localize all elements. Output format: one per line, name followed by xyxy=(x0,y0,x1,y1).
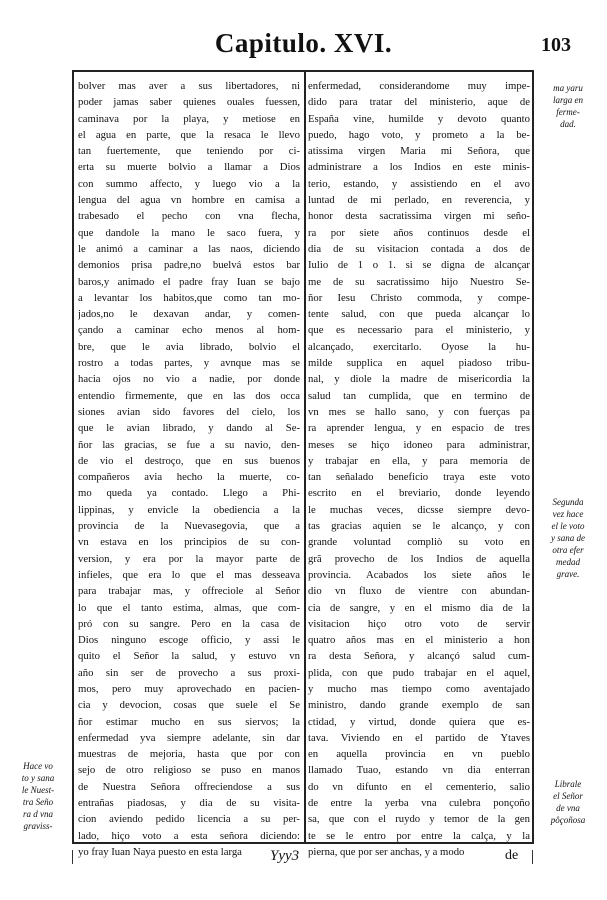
text-line: rostro a todas partes, y avnque mas se xyxy=(78,357,300,370)
margin-note-line: Hace vo xyxy=(23,761,53,771)
text-line: tan fuertemente, que teniendo por ci- xyxy=(78,145,300,158)
margin-note-line: ra d vna xyxy=(23,809,53,819)
text-line: le animó a caminar a las naos, diciendo xyxy=(78,242,300,255)
text-line: tas gracias aquien se le alcanço, y con xyxy=(308,520,530,533)
margin-note-line: le Nuest- xyxy=(21,785,55,795)
text-line: dido para tratar del ministerio, aque de xyxy=(308,96,530,109)
text-line: cia de sangre, y en el mismo dia de la xyxy=(308,601,530,614)
margin-note-line: ferme- xyxy=(556,107,580,117)
text-line: en aquella provincia en vn pueblo xyxy=(308,748,530,761)
text-line: ra aprender lengua, y en espacio de tres xyxy=(308,422,530,435)
text-line: luntad de mi perlado, en reverencia, y xyxy=(308,194,530,207)
margin-note-line: larga en xyxy=(553,95,583,105)
text-line: ñor Iesu Christo commoda, y compe- xyxy=(308,291,530,304)
page-number: 103 xyxy=(541,34,571,56)
column-divider xyxy=(304,72,306,842)
text-line: le muchas veces, dicsse siempre devo- xyxy=(308,503,530,516)
text-line: me de su sacratissimo hijo Nuestro Se- xyxy=(308,275,530,288)
text-line: meses se hiço idoneo para administrar, xyxy=(308,438,530,451)
footer-tick-right xyxy=(532,850,533,864)
margin-note-right-top xyxy=(536,82,600,130)
text-line: a levantar los habitos,que como tan mo- xyxy=(78,291,300,304)
text-line: puedo, hago voto, y prometo a la be- xyxy=(308,128,530,141)
text-line: cion aviendo pedido licencia a su per- xyxy=(78,813,300,826)
text-line: alcançado, exercitarlo. Oyose la hu- xyxy=(308,340,530,353)
text-line: el agua en parte, que la resaca le llevo xyxy=(78,128,300,141)
text-line: lo que el tanto estima, almas, que com- xyxy=(78,601,300,614)
left-text-column xyxy=(78,78,300,860)
text-line: enfermedad, considerandome muy impe- xyxy=(308,80,530,92)
text-line: provincia de la Nuevasegovia, que a xyxy=(78,520,300,533)
text-line: para trabajar mas, y offreciole al Señor xyxy=(78,585,300,598)
text-line: cia y devocion, cosas que suele el Se xyxy=(78,699,300,712)
chapter-title: Capitulo. XVI. xyxy=(214,28,393,58)
text-line: infieles, que era lo que el mas desseava xyxy=(78,568,300,581)
text-line: bolver mas aver a sus libertadores, ni xyxy=(78,80,300,92)
text-line: salud tan cumplida, que en termino de xyxy=(308,389,530,402)
text-line: enfermedad yva siempre adelante, sin dar xyxy=(78,731,300,744)
margin-note-line: medad xyxy=(556,557,580,567)
text-line: ñor estimar mucho en sus siervos; la xyxy=(78,715,300,728)
text-line: España vine, humilde y devoto quanto xyxy=(308,112,530,125)
margin-note-line: to y sana xyxy=(21,773,55,783)
text-line: sejo de otro religioso se puso en manos xyxy=(78,764,300,777)
text-line: y mucho mas tiempo como aventajado xyxy=(308,682,530,695)
text-line: jados,no le dexavan andar, y comen- xyxy=(78,308,300,321)
margin-note-line: Librale xyxy=(554,779,582,789)
catchword: de xyxy=(505,848,519,863)
margin-note-line: dad. xyxy=(560,119,576,129)
text-line: ñor las gracias, se fue a su navio, den- xyxy=(78,438,300,451)
text-line: version, y era por la mayor parte de xyxy=(78,552,300,565)
text-line: que le avian librado, y dando al Se- xyxy=(78,422,300,435)
text-line: entendio firmemente, que en las dos occa xyxy=(78,389,300,402)
text-line: poder jamas saber quienes ouales fuessen, xyxy=(78,96,300,109)
margin-note-right-bottom xyxy=(536,778,600,826)
text-line: yo fray Iuan Naya puesto en esta larga xyxy=(78,845,242,858)
margin-note-line: de vna xyxy=(556,803,580,813)
text-line: Dios ninguno escoge officio, y assi le xyxy=(78,634,300,647)
text-line: pierna, que por ser anchas, y a modo xyxy=(308,845,465,858)
text-line: muestras de mejoria, hasta que por con xyxy=(78,748,300,761)
text-line: quito el Señor la salud, y estuvo vn xyxy=(78,650,300,663)
footer-tick-left xyxy=(72,850,73,864)
signature-mark: Yyy3 xyxy=(270,848,300,864)
text-line: atissima virgen Maria mi Señora, que xyxy=(308,145,530,158)
margin-note-line: y sana de xyxy=(551,533,585,543)
margin-note-line: el Señor xyxy=(553,791,583,801)
text-line: bre, que le avia librado, bolvio el xyxy=(78,340,300,353)
text-line: tan señalado beneficio traya este voto xyxy=(308,471,530,484)
margin-note-line: grave. xyxy=(556,569,580,579)
text-line: ra por siete años continuos desde el xyxy=(308,226,530,239)
margin-note-line: ma yaru xyxy=(553,83,583,93)
text-line: ministro, dando grande exemplo de san xyxy=(308,699,530,712)
margin-note-line: el le voto xyxy=(551,521,585,531)
right-border xyxy=(532,72,534,842)
text-line: çando a caminar echo menos al hom- xyxy=(78,324,300,337)
text-line: demonios prisa padre,no buelvá estos bar xyxy=(78,259,300,272)
text-line: quatro años mas en el ministerio a hon xyxy=(308,634,530,647)
left-border xyxy=(72,72,74,842)
margin-note-line: tra Seño xyxy=(22,797,54,807)
text-line: nal, y diole la madre de misericordia la xyxy=(308,373,530,386)
text-line: do vn difunto en el cementerio, salio xyxy=(308,780,530,793)
text-line: de entre la yerba vna culebra ponçoño xyxy=(308,797,530,810)
text-line: administrare a los Indios en este minis- xyxy=(308,161,530,174)
text-line: dio vn fluxo de vientre con abundan- xyxy=(308,585,530,598)
text-line: tava. Viviendo en el partido de Ytaves xyxy=(308,731,530,744)
margin-note-left-bottom xyxy=(6,760,70,832)
text-line: dia de su visitacion contada a dos de xyxy=(308,242,530,255)
text-line: que es necessario para el ministerio, y xyxy=(308,324,530,337)
text-line: te se le entro por entre la calça, y la xyxy=(308,829,530,842)
text-line: escrito en el breviario, donde leyendo xyxy=(308,487,530,500)
margin-note-line: vez hace xyxy=(552,509,584,519)
text-line: siones avian sido favores del cielo, los xyxy=(78,405,300,418)
text-line: erta su muerte bolvio a llamar a Dios xyxy=(78,161,300,174)
text-line: de vio el destroço, que en sus buenos xyxy=(78,454,300,467)
margin-note-right-middle xyxy=(536,496,600,580)
right-text-column xyxy=(308,78,530,860)
text-line: caminava por la playa, y metiose en xyxy=(78,112,300,125)
text-line: sa, que con el ruydo y temor de la gen xyxy=(308,813,530,826)
text-line: grã provecho de los Indios de aquella xyxy=(308,552,530,565)
text-line: ra desta Señora, y alcançó salud cum- xyxy=(308,650,530,663)
text-line: trabesado el pecho con vna flecha, xyxy=(78,210,300,223)
margin-note-line: graviss- xyxy=(23,821,53,831)
text-line: año sin ser de provecho a sus proxi- xyxy=(78,666,300,679)
text-line: plida, con que pudo trabajar en el aquel, xyxy=(308,666,530,679)
text-line: vn estava en los principios de su con- xyxy=(78,536,300,549)
text-line: grande voluntad compliò su voto en xyxy=(308,536,530,549)
text-line: Iulio de 1 o 1. si se digna de alcançar xyxy=(308,259,530,272)
text-line: lado, hiço voto a esta señora diciendo: xyxy=(78,829,300,842)
text-line: tente salud, con que pueda alcançar lo xyxy=(308,308,530,321)
text-line: de Nuestra Señora offreciendose a sus xyxy=(78,780,300,793)
text-line: hacia ojos no vio a nadie, por donde xyxy=(78,373,300,386)
text-line: ctidad, y virtud, donde quiera que es- xyxy=(308,715,530,728)
text-line: lengua del agua vn hombre en camisa a xyxy=(78,194,300,207)
text-line: milde supplica en aquel piadoso tribu- xyxy=(308,357,530,370)
header-rule xyxy=(72,70,534,72)
text-line: que dandole la mano le saco fuera, y xyxy=(78,226,300,239)
text-line: mos, pero muy aprovechado en pacien- xyxy=(78,682,300,695)
text-line: pró con su sangre. Pero en la casa de xyxy=(78,617,300,630)
margin-note-line: pôçoñosa xyxy=(550,815,586,825)
text-line: baros,y animado el padre fray Iuan se bajo xyxy=(78,275,300,288)
text-line: vn mes se hallo sano, y con fuerças pa xyxy=(308,405,530,418)
text-line: honor desta sacratissima virgen mi seño- xyxy=(308,210,530,223)
text-line: mo queda ya contado. Llego a Phi- xyxy=(78,487,300,500)
text-line: provincia. Acabados los siete años le xyxy=(308,568,530,581)
text-line: lippinas, y envicle la obediencia a la xyxy=(78,503,300,516)
text-line: entrañas piadosas, y dia de su visita- xyxy=(78,797,300,810)
margin-note-line: otra efer xyxy=(552,545,584,555)
text-line: visitacion hiço otro voto de servir xyxy=(308,617,530,630)
text-line: compañeros avia hecho la muerte, co- xyxy=(78,471,300,484)
text-line: y trabajar en ella, y para memoria de xyxy=(308,454,530,467)
text-line: llamado Tuao, estando vn dia enterran xyxy=(308,764,530,777)
text-line: terio, estando, y assistiendo en el avo xyxy=(308,177,530,190)
text-line: con summo affecto, y luego vio a la xyxy=(78,177,300,190)
margin-note-line: Segunda xyxy=(552,497,584,507)
